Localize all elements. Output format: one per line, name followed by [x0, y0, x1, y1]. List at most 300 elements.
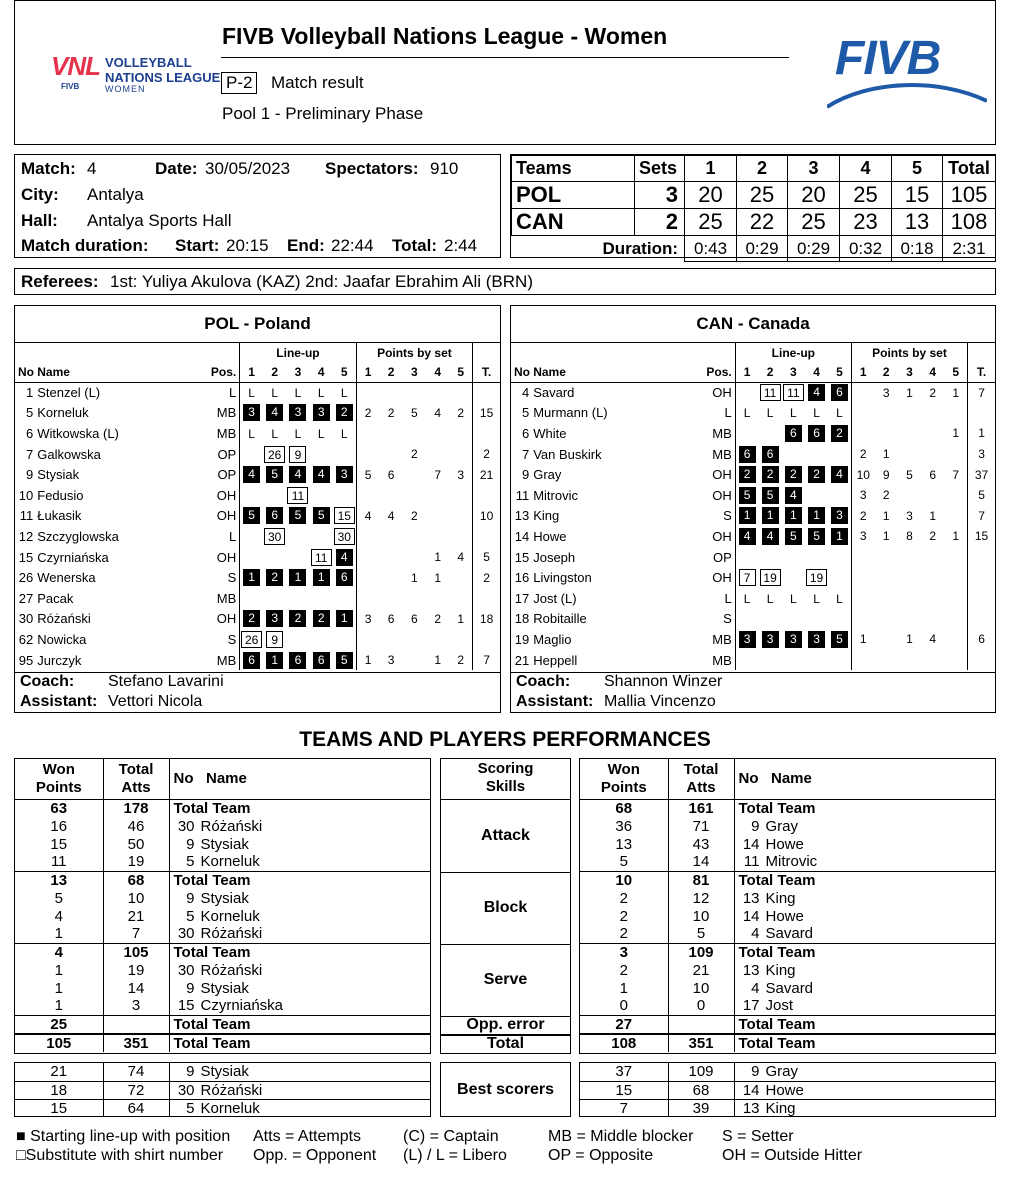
player-row [511, 485, 995, 506]
lineup-cell [735, 382, 758, 403]
vnl-logo-line2: NATIONS LEAGUE [105, 70, 221, 85]
coach-name: Shannon Winzer [604, 673, 723, 690]
score-header-cell: Total [943, 156, 996, 182]
starting-position-box: 2 [739, 466, 756, 483]
player-row [15, 506, 500, 527]
total-team-label: Total Team [169, 943, 430, 961]
player-number: 5 [521, 405, 530, 421]
player-number: 14 [514, 528, 530, 544]
legend-opp: Opp. = Opponent [253, 1147, 377, 1164]
starting-position-box: 4 [289, 466, 306, 483]
player-perf-name [734, 835, 995, 853]
total-atts-cell: 68 [103, 871, 169, 889]
lineup-cell [333, 588, 356, 609]
player-position: MB [712, 631, 732, 647]
player-name: Joseph [533, 549, 576, 565]
set-points-cell [875, 629, 898, 650]
player-total-points: 5 [473, 547, 500, 568]
player-number: 9 [186, 889, 195, 907]
player-row [511, 650, 995, 671]
player-name: Stysiak [200, 1063, 249, 1081]
set-points-cell [426, 629, 449, 650]
total-atts-cell: 3 [103, 997, 169, 1015]
player-name: Galkowska [37, 446, 101, 462]
lineup-set-header: 1 [735, 363, 758, 382]
lineup-cell [805, 444, 828, 465]
substitute-number-box: 9 [289, 446, 306, 463]
score-set-points: 25 [685, 209, 737, 236]
lineup-cell [758, 423, 781, 444]
player-name: Różański [200, 925, 263, 943]
player-name: Różański [200, 817, 263, 835]
set-points-cell: 2 [457, 653, 465, 668]
set-points-cell: 1 [906, 632, 913, 647]
set-points-cell [356, 629, 379, 650]
player-position: S [723, 508, 732, 524]
player-number: 15 [177, 997, 195, 1015]
col-no-header: No [15, 363, 37, 382]
lineup-cell [333, 444, 356, 465]
lineup-cell [758, 506, 781, 527]
player-number: 10 [18, 487, 34, 503]
points-set-header: 1 [851, 363, 874, 382]
set-points-cell [426, 382, 449, 403]
total-atts-cell: 72 [103, 1081, 169, 1099]
substitute-number-box: 11 [783, 384, 804, 401]
player-perf-row [15, 997, 430, 1015]
player-row [15, 547, 500, 568]
won-points-cell: 3 [580, 943, 668, 961]
score-duration-row [512, 236, 996, 262]
player-perf-row [15, 925, 430, 943]
substitute-number-box: 11 [760, 384, 781, 401]
lineup-cell [735, 650, 758, 671]
lineup-cell [735, 444, 758, 465]
player-position: MB [712, 652, 732, 668]
total-atts-cell: 71 [668, 817, 734, 835]
points-set-header: 3 [898, 363, 921, 382]
score-set-points: 25 [737, 182, 788, 209]
player-perf-name [734, 979, 995, 997]
lineup-cell [758, 485, 781, 506]
lineup-cell [333, 650, 356, 671]
player-number: 9 [186, 979, 195, 997]
lineup-cell [286, 629, 309, 650]
player-name: Howe [765, 835, 804, 853]
set-points-cell: 6 [411, 611, 418, 626]
starting-position-box: 5 [243, 507, 260, 524]
player-row [15, 650, 500, 671]
player-position: OH [712, 570, 732, 586]
col-name-header: Name [533, 363, 664, 382]
player-number: 27 [18, 590, 34, 606]
player-number: 7 [521, 446, 530, 462]
points-group-label: Points by set [851, 343, 967, 363]
libero-mark: L [789, 591, 797, 606]
set-points-cell [449, 423, 472, 444]
lineup-cell [263, 588, 286, 609]
set-points-cell [921, 444, 944, 465]
player-perf-row [580, 889, 995, 907]
starting-position-box: 2 [762, 466, 779, 483]
player-number: 9 [186, 835, 195, 853]
start-label: Start: [175, 236, 220, 255]
skills-header-line: Skills [485, 778, 526, 795]
starting-position-box: 1 [831, 528, 848, 545]
player-total-points [968, 650, 995, 671]
coach-rule [511, 672, 995, 673]
set-points-cell: 5 [411, 405, 418, 420]
player-total-points: 15 [968, 526, 995, 547]
substitute-number-box: 30 [264, 528, 285, 545]
lineup-cell [782, 567, 805, 588]
legend-mb: MB = Middle blocker [548, 1128, 694, 1145]
player-name: Nowicka [37, 631, 87, 647]
player-number: 62 [18, 631, 34, 647]
set-points-cell [898, 650, 921, 671]
lineup-column-header [15, 363, 500, 382]
col-won-line: Points [600, 778, 647, 796]
player-number: 9 [521, 467, 530, 483]
total-atts-cell: 14 [103, 979, 169, 997]
starting-position-box: 2 [243, 610, 260, 627]
lineup-cell [758, 382, 781, 403]
col-atts-header [103, 759, 169, 799]
set-points-cell [356, 547, 379, 568]
starting-position-box: 1 [243, 569, 260, 586]
player-perf-row [580, 835, 995, 853]
starting-position-box: 6 [785, 425, 802, 442]
libero-mark: L [813, 591, 820, 606]
lineup-cell [758, 609, 781, 630]
lineup-set-header: 1 [240, 363, 263, 382]
player-total-points [968, 588, 995, 609]
lineup-set-header: 3 [286, 363, 309, 382]
won-points-cell: 1 [54, 925, 63, 943]
lineup-cell [286, 423, 309, 444]
lineup-cell [286, 382, 309, 403]
won-points-cell: 4 [15, 943, 103, 961]
set-points-cell: 3 [387, 653, 395, 668]
player-number: 9 [751, 817, 760, 835]
lineup-cell [263, 547, 286, 568]
player-number: 11 [515, 487, 530, 503]
player-name: Korneluk [200, 853, 260, 871]
coach-name: Stefano Lavarini [108, 673, 224, 690]
total-atts-cell: 81 [668, 871, 734, 889]
starting-position-box: 2 [336, 404, 353, 421]
player-row [15, 629, 500, 650]
total-atts-cell: 10 [103, 889, 169, 907]
starting-position-box: 1 [313, 569, 330, 586]
player-position: MB [216, 425, 237, 441]
best-scorers-can [579, 1062, 996, 1117]
lineup-cell [333, 506, 356, 527]
set-points-cell [898, 485, 921, 506]
player-total-points: 37 [968, 464, 995, 485]
total-team-row [580, 1063, 995, 1081]
won-points-cell: 27 [580, 1015, 668, 1034]
player-position: OH [712, 467, 732, 483]
player-perf-row [580, 907, 995, 925]
set-points-cell [875, 423, 898, 444]
skills-header [441, 760, 570, 796]
set-points-cell: 9 [882, 467, 890, 482]
score-header-cell: 2 [737, 156, 788, 182]
legend-op: OP = Opposite [548, 1147, 654, 1164]
legend-libero: (L) / L = Libero [403, 1147, 507, 1164]
set-points-cell [426, 588, 449, 609]
lineup-cell [263, 609, 286, 630]
lineup-cell [758, 526, 781, 547]
set-points-cell: 6 [387, 611, 395, 626]
set-points-cell [449, 567, 472, 588]
lineup-cell [286, 588, 309, 609]
starting-position-box: 4 [243, 466, 260, 483]
vnl-logo [51, 51, 221, 97]
won-points-cell: 1 [54, 997, 63, 1015]
player-name: Korneluk [37, 405, 89, 421]
libero-mark: L [271, 426, 278, 441]
lineup-cell [828, 506, 851, 527]
set-points-cell: 2 [356, 403, 379, 424]
won-points-cell: 15 [580, 1081, 668, 1099]
score-panel [510, 154, 996, 258]
player-name: Czyrniańska [200, 997, 284, 1015]
player-total-points [473, 485, 500, 506]
player-number: 21 [514, 652, 530, 668]
col-won-line: Won [42, 760, 75, 778]
player-row [511, 588, 995, 609]
player-name: Jost [765, 997, 794, 1015]
lineup-cell [240, 423, 263, 444]
won-points-cell: 13 [15, 871, 103, 889]
won-points-cell: 2 [619, 907, 628, 925]
player-name: Stysiak [200, 979, 249, 997]
set-points-cell [379, 382, 402, 403]
player-perf-name [734, 997, 995, 1015]
substitute-number-box: 26 [241, 631, 262, 648]
player-name: Czyrniańska [37, 549, 109, 565]
col-won-line: Points [35, 778, 82, 796]
libero-mark: L [317, 386, 325, 401]
legend-oh: OH = Outside Hitter [722, 1147, 863, 1164]
score-set-points: 105 [943, 182, 996, 209]
total-atts-cell: 161 [668, 799, 734, 817]
won-points-cell: 37 [615, 1063, 633, 1081]
lineup-cell [333, 547, 356, 568]
won-points-cell: 25 [15, 1015, 103, 1034]
player-name: Howe [533, 528, 567, 544]
set-points-cell: 5 [906, 467, 913, 482]
set-points-cell [944, 506, 967, 527]
col-name-header: No Name [169, 759, 430, 799]
perf-pol-table [14, 758, 431, 1054]
score-set-points: 20 [685, 182, 737, 209]
col-won-header [15, 759, 103, 799]
won-points-cell: 15 [15, 1099, 103, 1117]
player-position: MB [712, 446, 732, 462]
total-atts-cell [103, 1015, 169, 1034]
points-set-header: 2 [379, 363, 402, 382]
starting-position-box: 5 [739, 487, 756, 504]
starting-position-box: 1 [785, 507, 802, 524]
player-row [511, 403, 995, 424]
lineup-cell [310, 526, 333, 547]
set-points-cell: 2 [851, 506, 874, 527]
score-header-cell: 1 [685, 156, 737, 182]
set-points-cell [356, 423, 379, 444]
lineup-cell [240, 403, 263, 424]
set-points-cell: 2 [929, 385, 936, 400]
lineup-cell [286, 444, 309, 465]
player-number: 30 [177, 817, 195, 835]
lineup-set-header: 3 [782, 363, 805, 382]
set-points-cell [403, 629, 426, 650]
libero-mark: L [340, 426, 348, 441]
libero-mark: L [271, 386, 278, 401]
won-points-cell: 4 [54, 907, 63, 925]
player-number: 13 [742, 1099, 760, 1117]
lineup-cell [333, 382, 356, 403]
set-points-cell [449, 382, 472, 403]
lineup-cell [240, 444, 263, 465]
player-row [15, 464, 500, 485]
player-perf-name [169, 925, 430, 943]
lineup-group-header [511, 343, 995, 363]
player-perf-name [734, 817, 995, 835]
set-points-cell: 10 [851, 464, 874, 485]
player-position: OH [712, 487, 732, 503]
set-points-cell [379, 588, 402, 609]
player-position: L [724, 405, 732, 421]
set-points-cell [379, 526, 402, 547]
set-points-cell: 4 [356, 506, 379, 527]
lineup-cell [805, 588, 828, 609]
libero-mark: L [743, 591, 751, 606]
lineup-cell [333, 464, 356, 485]
player-name: Jost (L) [533, 590, 577, 606]
total-team-row [15, 799, 430, 817]
player-perf-row [15, 835, 430, 853]
set-points-cell: 1 [434, 550, 441, 565]
skills-rule [441, 944, 570, 945]
perf-header-row [15, 759, 430, 799]
player-number: 11 [19, 508, 34, 524]
match-info-panel [14, 154, 501, 258]
col-total-header: T. [473, 363, 500, 382]
player-position: OH [712, 528, 732, 544]
player-number: 12 [18, 528, 34, 544]
total-atts-cell: 5 [668, 925, 734, 943]
lineup-cell [805, 506, 828, 527]
total-team-row [580, 1081, 995, 1099]
set-points-cell: 7 [434, 467, 441, 482]
player-perf-row [15, 979, 430, 997]
player-row [15, 609, 500, 630]
points-set-header: 5 [944, 363, 967, 382]
set-points-cell [356, 588, 379, 609]
lineup-cell [805, 382, 828, 403]
won-points-cell: 18 [15, 1081, 103, 1099]
lineup-cell [286, 526, 309, 547]
total-team-row [580, 1015, 995, 1034]
score-header-cell: 5 [892, 156, 943, 182]
total-atts-cell: 21 [103, 907, 169, 925]
lineup-cell [735, 609, 758, 630]
lineup-cell [240, 547, 263, 568]
player-perf-row [15, 817, 430, 835]
starting-position-box: 1 [266, 652, 283, 669]
total-atts-cell: 109 [668, 943, 734, 961]
player-perf-row [580, 961, 995, 979]
player-position: S [723, 611, 732, 627]
player-total-points: 1 [968, 423, 995, 444]
lineup-table [15, 343, 500, 670]
set-points-cell: 1 [952, 529, 959, 544]
lineup-cell [333, 403, 356, 424]
substitute-number-box: 7 [739, 569, 756, 586]
player-total-points: 2 [473, 444, 500, 465]
spacer [511, 343, 735, 363]
set-points-cell [944, 485, 967, 506]
won-points-cell: 36 [615, 817, 633, 835]
player-position: OH [216, 549, 237, 565]
referees-text: 1st: Yuliya Akulova (KAZ) 2nd: Jaafar Ebrahim Ali (BRN) [110, 272, 533, 291]
total-team-row [580, 871, 995, 889]
substitute-number-box: 26 [264, 446, 285, 463]
player-perf-name [169, 889, 430, 907]
starting-position-box: 1 [336, 610, 353, 627]
set-points-cell [449, 485, 472, 506]
won-points-cell: 5 [54, 889, 63, 907]
set-points-cell [921, 547, 944, 568]
player-total-points: 6 [968, 629, 995, 650]
lineup-cell [310, 423, 333, 444]
score-set-points: 25 [788, 209, 840, 236]
phase-label: Pool 1 - Preliminary Phase [222, 104, 424, 123]
date-label: Date: [155, 159, 198, 178]
lineup-cell [240, 650, 263, 671]
set-points-cell [379, 629, 402, 650]
player-name: Murmann (L) [533, 405, 608, 421]
set-points-cell [851, 423, 874, 444]
lineup-cell [735, 567, 758, 588]
spectators-label: Spectators: [325, 159, 419, 178]
player-perf-name [169, 907, 430, 925]
total-label: Total: [392, 236, 438, 255]
set-duration-cell: 0:32 [840, 236, 892, 262]
lineup-cell [782, 629, 805, 650]
starting-position-box: 5 [266, 466, 283, 483]
player-name: Savard [765, 925, 814, 943]
player-name: Łukasik [37, 508, 82, 524]
set-points-cell [426, 444, 449, 465]
player-position: S [227, 631, 237, 647]
player-number: 6 [26, 425, 34, 441]
player-total-points [968, 403, 995, 424]
set-points-cell: 2 [882, 488, 890, 503]
lineup-cell [782, 526, 805, 547]
lineup-cell [828, 423, 851, 444]
starting-position-box: 4 [336, 549, 353, 566]
legend-atts: Atts = Attempts [253, 1128, 362, 1145]
set-points-cell [851, 567, 874, 588]
won-points-cell: 21 [50, 1063, 68, 1081]
lineup-cell [333, 423, 356, 444]
libero-mark: L [294, 386, 302, 401]
total-atts-cell: 178 [103, 799, 169, 817]
